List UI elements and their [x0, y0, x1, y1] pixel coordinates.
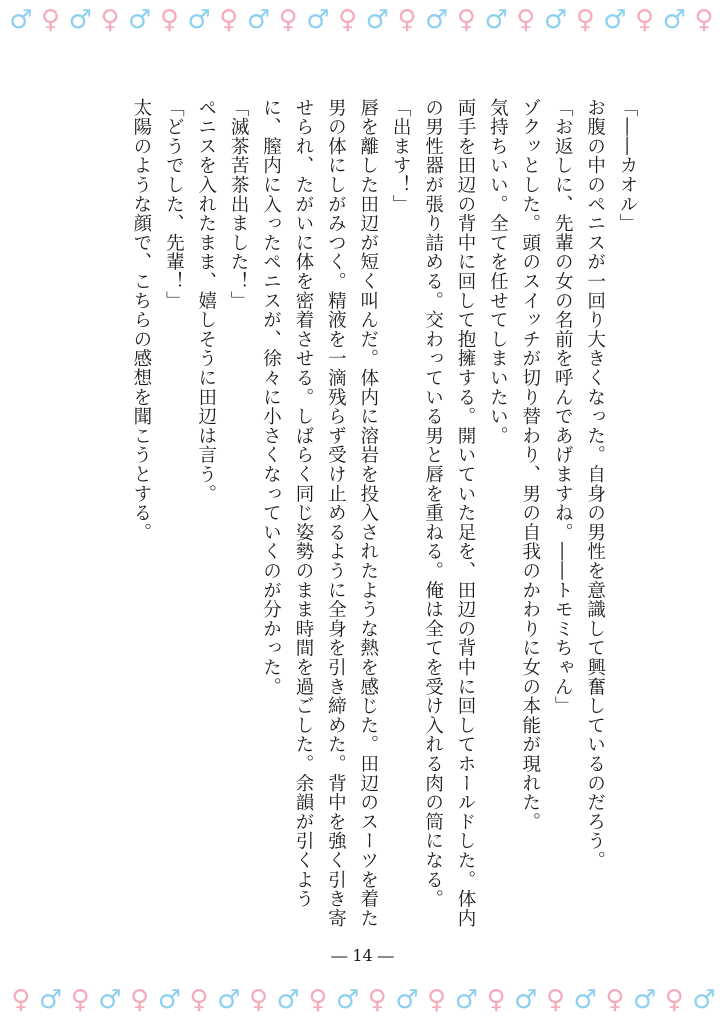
female-symbol-icon: ♀: [308, 985, 328, 1015]
text-line: 「――カオル」: [617, 98, 638, 234]
male-symbol-icon: ♂: [425, 5, 449, 35]
male-symbol-icon: ♂: [9, 5, 33, 35]
male-symbol-icon: ♂: [306, 5, 330, 35]
female-symbol-icon: ♀: [100, 5, 120, 35]
female-symbol-icon: ♀: [456, 5, 476, 35]
female-symbol-icon: ♀: [694, 5, 714, 35]
text-line: 気持ちいい。全てを任せてしまいたい。: [487, 98, 509, 446]
male-symbol-icon: ♂: [128, 5, 152, 35]
female-symbol-icon: ♀: [70, 985, 90, 1015]
female-symbol-icon: ♀: [338, 5, 358, 35]
page-number: ― 14 ―: [331, 946, 394, 965]
male-symbol-icon: ♂: [335, 985, 360, 1015]
male-symbol-icon: ♂: [157, 985, 182, 1015]
male-symbol-icon: ♂: [632, 985, 657, 1015]
female-symbol-icon: ♀: [159, 5, 179, 35]
female-symbol-icon: ♀: [397, 5, 417, 35]
male-symbol-icon: ♂: [38, 985, 63, 1015]
top-symbol-border: [0, 0, 725, 40]
vertical-text-block: [31, 98, 643, 928]
male-symbol-icon: ♂: [98, 985, 122, 1015]
male-symbol-icon: ♂: [276, 985, 300, 1015]
male-symbol-icon: ♂: [514, 985, 538, 1015]
female-symbol-icon: ♀: [575, 5, 595, 35]
text-line: 「滅茶苦茶出ました！」: [228, 98, 250, 311]
female-symbol-icon: ♀: [189, 985, 209, 1015]
female-symbol-icon: ♀: [278, 5, 298, 35]
male-symbol-icon: ♂: [68, 5, 92, 35]
text-line: 唇を離した田辺が短く叫んだ。体内に溶岩を投入されたような熱を感じた。田辺のスーツを着た男の体にしがみつく。精液を一滴残らず受け止めるように全身を引き締めた。背中を強く引き寄せられ、たがいに体を密着させる。しばらく同じ姿勢のまま時間を過ごした。余韻が引くように、膣内に入ったペニスが、徐々に小さくなっていくのが分かった。: [260, 98, 379, 928]
female-symbol-icon: ♀: [130, 985, 150, 1015]
male-symbol-icon: ♂: [573, 985, 597, 1015]
female-symbol-icon: ♀: [11, 985, 31, 1015]
text-line: 両手を田辺の背中に回して抱擁する。開いていた足を、田辺の背中に回してホールドした。体内の男性器が張り詰める。交わっている男と唇を重ねる。俺は全てを受け入れる肉の筒になる。: [422, 98, 476, 928]
bottom-symbol-border: [0, 980, 725, 1020]
female-symbol-icon: ♀: [664, 985, 684, 1015]
male-symbol-icon: ♂: [692, 985, 716, 1015]
text-line: お腹の中のペニスが一回り大きくなった。自身の男性を意識して興奮しているのだろう。: [584, 98, 606, 870]
male-symbol-icon: ♂: [395, 985, 419, 1015]
male-symbol-icon: ♂: [365, 5, 389, 35]
text-line: ゾクッとした。頭のスイッチが切り替わり、男の自我のかわりに女の本能が現れた。: [519, 98, 541, 832]
male-symbol-icon: ♂: [543, 5, 568, 35]
male-symbol-icon: ♂: [246, 5, 271, 35]
male-symbol-icon: ♂: [662, 5, 686, 35]
male-symbol-icon: ♂: [187, 5, 211, 35]
female-symbol-icon: ♀: [605, 985, 625, 1015]
male-symbol-icon: ♂: [484, 5, 508, 35]
male-symbol-icon: ♂: [217, 985, 241, 1015]
text-line: 「出ます！」: [390, 98, 412, 214]
male-symbol-icon: ♂: [454, 985, 479, 1015]
female-symbol-icon: ♀: [219, 5, 239, 35]
female-symbol-icon: ♀: [516, 5, 536, 35]
female-symbol-icon: ♀: [367, 985, 387, 1015]
female-symbol-icon: ♀: [41, 5, 61, 35]
female-symbol-icon: ♀: [427, 985, 447, 1015]
text-line: 「どうでした、先輩！」: [163, 98, 185, 311]
female-symbol-icon: ♀: [635, 5, 655, 35]
male-symbol-icon: ♂: [603, 5, 627, 35]
female-symbol-icon: ♀: [248, 985, 268, 1015]
female-symbol-icon: ♀: [486, 985, 506, 1015]
text-line: 太陽のような顔で、こちらの感想を聞こうとする。: [130, 98, 152, 542]
text-line: 「お返しに、先輩の女の名前を呼んであげますね。――トモミちゃん」: [552, 98, 574, 716]
text-line: ペニスを入れたまま、嬉しそうに田辺は言う。: [195, 98, 217, 504]
female-symbol-icon: ♀: [545, 985, 566, 1015]
